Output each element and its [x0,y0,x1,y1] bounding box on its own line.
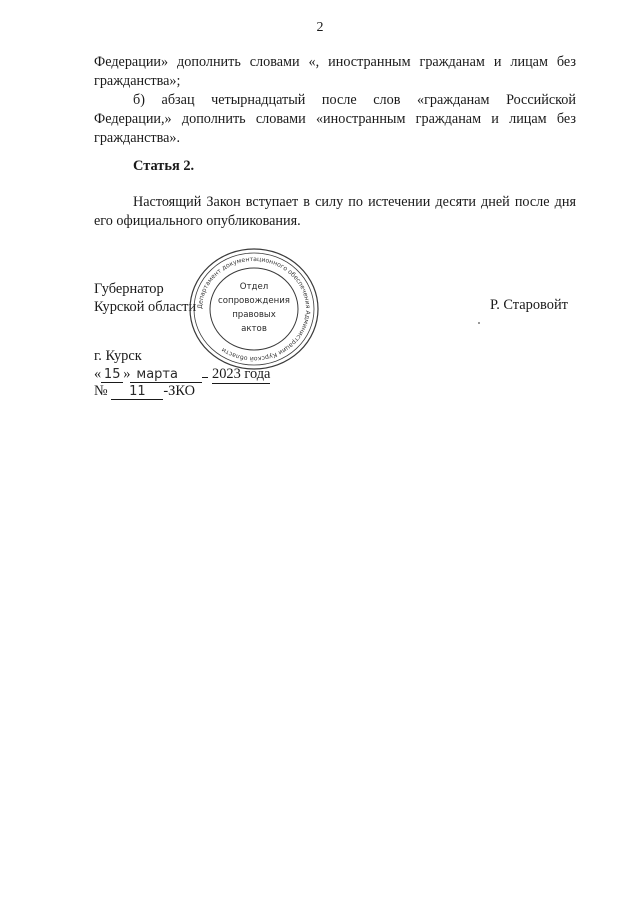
stamp-ring-text: Департамент документационного обеспечения Администрации Курской области [196,255,312,363]
date-close-quote: » [123,366,131,382]
page-number: 2 [316,20,324,35]
signatory-name: Р. Старовойт [490,297,568,313]
stamp-center-line4: актов [241,324,267,334]
signatory-title-line2: Курской области [94,299,197,315]
signing-date [94,366,270,384]
stamp-seal-graphic [186,245,322,373]
stamp-center-line1: Отдел [239,282,269,292]
stamp-center-line2: сопровождения [218,296,290,306]
stamp-center-line3: правовых [232,310,276,320]
date-year: 2023 года [212,366,271,382]
article-heading: Статья 2. [133,158,195,174]
place-of-signing: г. Курск [94,348,142,364]
paragraph-amendment-b: б) абзац четырнадцатый после слов «гражданам Российской Федерации,» дополнить словами «иностранным гражданам и лицам без гражданства». [94,92,576,146]
number-suffix: -ЗКО [163,383,195,399]
signatory-title [94,280,196,316]
date-day: 15 [101,367,123,383]
signatory-title-line1: Губернатор [94,281,164,297]
number-sign: № [94,383,108,399]
official-stamp [186,245,322,373]
date-open-quote: « [94,366,102,382]
date-month: марта [130,367,202,383]
signature-mark [478,322,480,324]
paragraph-entry-into-force: Настоящий Закон вступает в силу по истечении десяти дней после дня его официального опубликования. [94,194,576,229]
number-value: 11 [111,384,163,400]
law-number [94,383,195,400]
paragraph-amendment-continuation: Федерации» дополнить словами «, иностранным гражданам и лицам без гражданства»; [94,54,576,89]
